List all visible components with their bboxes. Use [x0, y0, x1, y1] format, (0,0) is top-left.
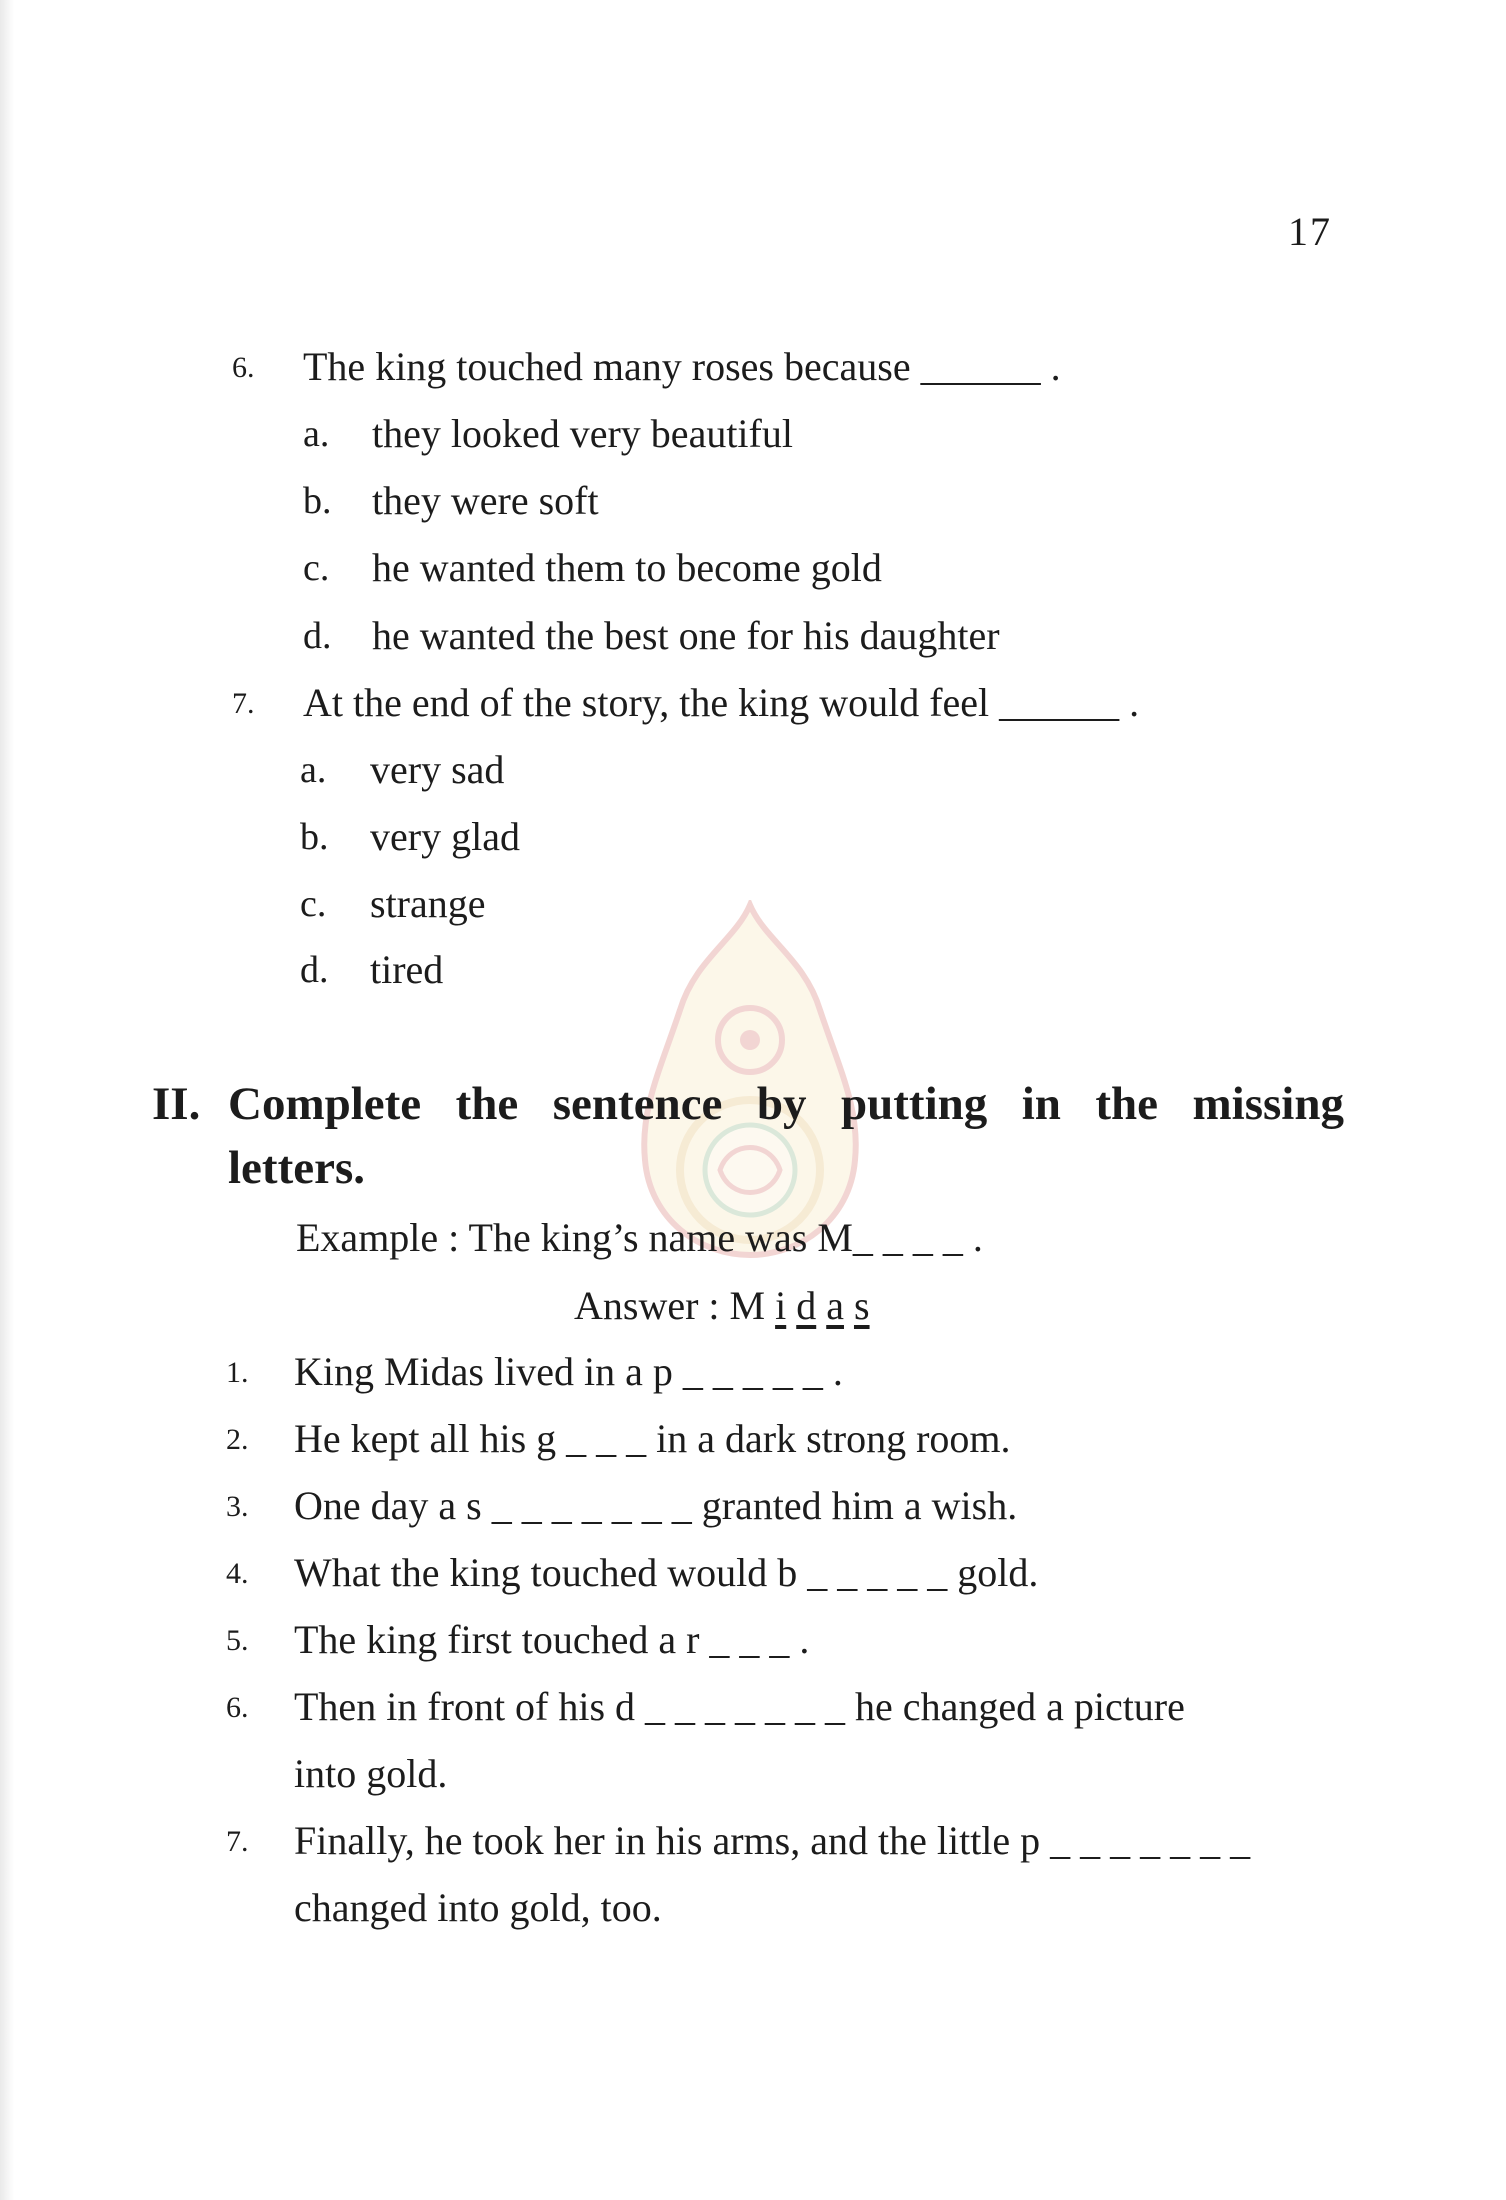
answer-letter: i	[775, 1283, 787, 1328]
item-text: What the king touched would b _ _ _ _ _ gold.	[294, 1550, 1039, 1595]
item-text: One day a s _ _ _ _ _ _ _ granted him a wish.	[294, 1483, 1018, 1528]
item-number: 4.	[226, 1557, 249, 1590]
item-text-continuation: into gold.	[294, 1751, 448, 1796]
answer-letter: d	[796, 1283, 817, 1328]
section-heading-continued: letters.	[228, 1142, 365, 1194]
option-letter: a.	[300, 749, 327, 791]
scan-edge-shadow	[0, 0, 14, 2200]
answer-letter: a	[826, 1283, 844, 1328]
item-number: 6.	[226, 1691, 249, 1724]
item-number: 2.	[226, 1423, 249, 1456]
item-text: He kept all his g _ _ _ in a dark strong room.	[294, 1416, 1011, 1461]
option-letter: c.	[303, 547, 330, 589]
option-text: strange	[370, 881, 486, 926]
item-text: Then in front of his d _ _ _ _ _ _ _ he changed a picture	[294, 1684, 1185, 1729]
option-letter: a.	[303, 413, 330, 455]
item-number: 3.	[226, 1490, 249, 1523]
question-number: 6.	[232, 351, 255, 384]
answer-letter: s	[853, 1283, 870, 1328]
option-letter: c.	[300, 883, 327, 925]
option-letter: b.	[300, 816, 329, 858]
item-text: King Midas lived in a p _ _ _ _ _ .	[294, 1349, 843, 1394]
option-letter: b.	[303, 480, 332, 522]
option-text: very sad	[370, 747, 505, 792]
option-text: he wanted the best one for his daughter	[372, 613, 1000, 658]
item-number: 5.	[226, 1624, 249, 1657]
item-text-continuation: changed into gold, too.	[294, 1885, 662, 1930]
option-letter: d.	[303, 615, 332, 657]
item-number: 7.	[226, 1825, 249, 1858]
question-number: 7.	[232, 687, 255, 720]
option-text: tired	[370, 947, 444, 992]
option-text: very glad	[370, 814, 520, 859]
option-letter: d.	[300, 949, 329, 991]
answer-label: Answer : M	[574, 1283, 766, 1328]
question-text: At the end of the story, the king would feel ______ .	[303, 680, 1140, 725]
item-text: The king first touched a r _ _ _ .	[294, 1617, 810, 1662]
option-text: they were soft	[372, 478, 599, 523]
section-numeral: II.	[152, 1078, 201, 1130]
example-text: Example : The king’s name was M_ _ _ _ .	[296, 1215, 983, 1260]
page-number: 17	[1288, 209, 1332, 254]
option-text: they looked very beautiful	[372, 411, 793, 456]
option-text: he wanted them to become gold	[372, 545, 882, 590]
question-text: The king touched many roses because ______ .	[303, 344, 1061, 389]
item-number: 1.	[226, 1356, 249, 1389]
section-heading: Complete the sentence by putting in the missing	[228, 1078, 1344, 1130]
item-text: Finally, he took her in his arms, and the little p _ _ _ _ _ _ _	[294, 1818, 1251, 1863]
answer-line	[574, 1282, 870, 1330]
